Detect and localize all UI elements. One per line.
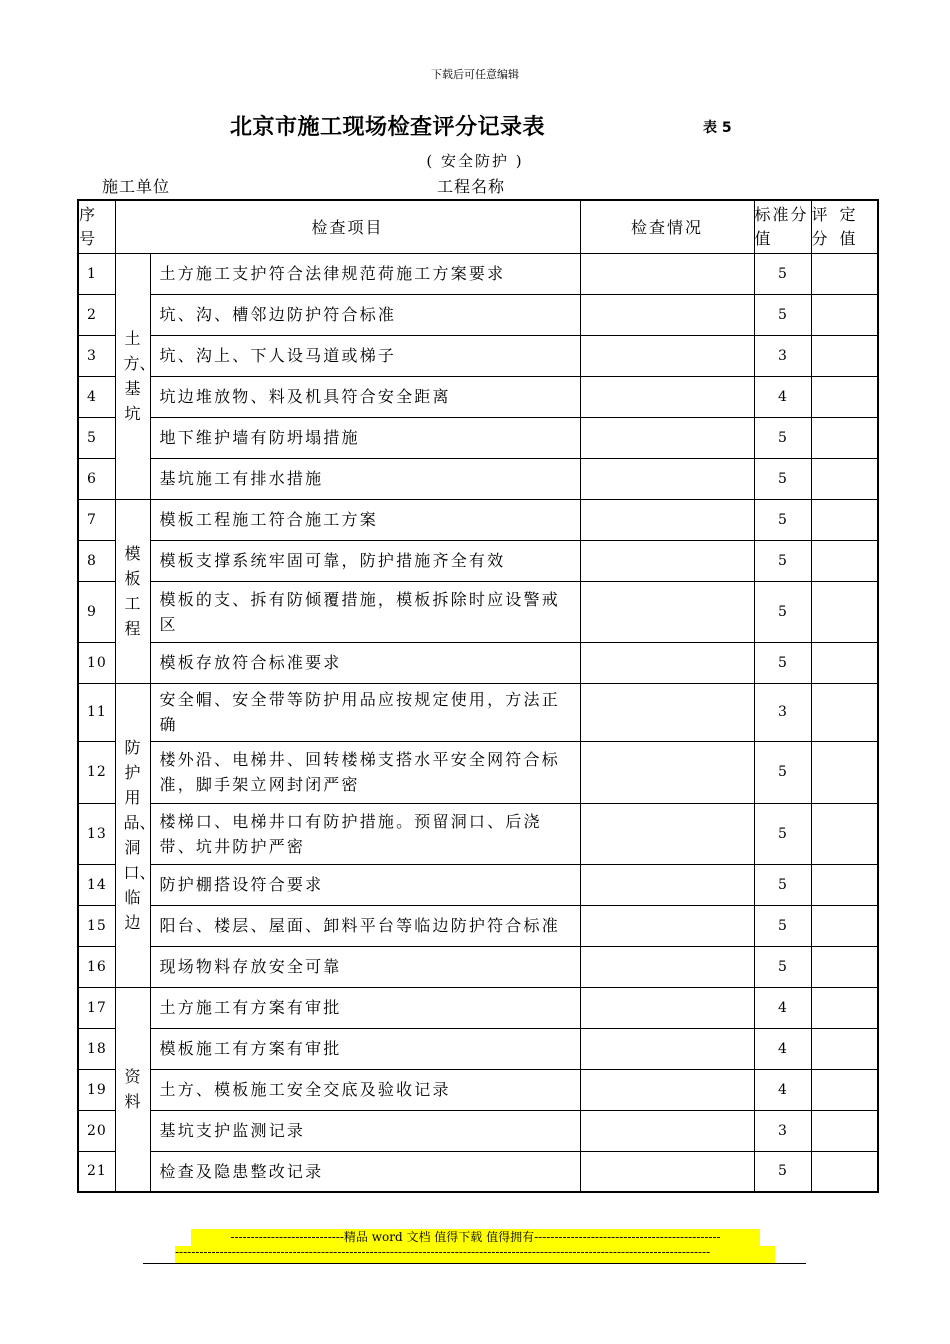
table-row bbox=[78, 581, 878, 642]
category-label bbox=[115, 499, 150, 683]
inspection-item: 模板存放符合标准要求 bbox=[150, 642, 580, 683]
rating-score-cell[interactable] bbox=[811, 335, 878, 376]
standard-score: 3 bbox=[754, 683, 811, 741]
row-seq: 15 bbox=[78, 905, 115, 946]
inspection-item: 坑边堆放物、料及机具符合安全距离 bbox=[150, 376, 580, 417]
row-seq: 11 bbox=[78, 683, 115, 741]
table-row bbox=[78, 803, 878, 864]
table-number: 表 5 bbox=[703, 120, 732, 136]
standard-score: 5 bbox=[754, 905, 811, 946]
col-header-standard: 标准分值 bbox=[754, 200, 811, 253]
inspection-status-cell[interactable] bbox=[580, 1028, 754, 1069]
standard-score: 5 bbox=[754, 294, 811, 335]
category-label-text: 资料 bbox=[124, 1067, 141, 1112]
inspection-item: 土方施工支护符合法律规范荷施工方案要求 bbox=[150, 253, 580, 294]
inspection-item: 基坑施工有排水措施 bbox=[150, 458, 580, 499]
standard-score: 3 bbox=[754, 335, 811, 376]
row-seq: 3 bbox=[78, 335, 115, 376]
row-seq: 21 bbox=[78, 1151, 115, 1192]
col-header-rating: 评定分值 bbox=[811, 200, 878, 253]
inspection-status-cell[interactable] bbox=[580, 905, 754, 946]
category-label-text: 防护用品、洞口、临边 bbox=[123, 738, 156, 932]
row-seq: 1 bbox=[78, 253, 115, 294]
inspection-item: 坑、沟上、下人设马道或梯子 bbox=[150, 335, 580, 376]
inspection-status-cell[interactable] bbox=[580, 376, 754, 417]
inspection-item: 基坑支护监测记录 bbox=[150, 1110, 580, 1151]
inspection-status-cell[interactable] bbox=[580, 499, 754, 540]
table-row bbox=[78, 335, 878, 376]
row-seq: 6 bbox=[78, 458, 115, 499]
standard-score: 5 bbox=[754, 864, 811, 905]
rating-score-cell[interactable] bbox=[811, 683, 878, 741]
table-row bbox=[78, 864, 878, 905]
row-seq: 18 bbox=[78, 1028, 115, 1069]
rating-score-cell[interactable] bbox=[811, 294, 878, 335]
footer-dash-line: ------------------------------------------------------------------------------------------------------------------------------------ bbox=[175, 1246, 775, 1263]
standard-score: 3 bbox=[754, 1110, 811, 1151]
inspection-status-cell[interactable] bbox=[580, 417, 754, 458]
inspection-item: 模板支撑系统牢固可靠，防护措施齐全有效 bbox=[150, 540, 580, 581]
inspection-item: 模板工程施工符合施工方案 bbox=[150, 499, 580, 540]
inspection-item: 安全帽、安全带等防护用品应按规定使用，方法正确 bbox=[150, 683, 580, 741]
header-row bbox=[78, 200, 878, 253]
rating-score-cell[interactable] bbox=[811, 1028, 878, 1069]
row-seq: 12 bbox=[78, 741, 115, 803]
header-note: 下载后可任意编辑 bbox=[431, 68, 519, 81]
standard-score: 5 bbox=[754, 642, 811, 683]
row-seq: 17 bbox=[78, 987, 115, 1028]
rating-score-cell[interactable] bbox=[811, 540, 878, 581]
standard-score: 5 bbox=[754, 741, 811, 803]
inspection-status-cell[interactable] bbox=[580, 581, 754, 642]
category-label bbox=[115, 683, 156, 987]
inspection-status-cell[interactable] bbox=[580, 803, 754, 864]
rating-score-cell[interactable] bbox=[811, 253, 878, 294]
row-seq: 9 bbox=[78, 581, 115, 642]
row-seq: 20 bbox=[78, 1110, 115, 1151]
rating-score-cell[interactable] bbox=[811, 1110, 878, 1151]
row-seq: 7 bbox=[78, 499, 115, 540]
table-row bbox=[78, 741, 878, 803]
inspection-status-cell[interactable] bbox=[580, 1110, 754, 1151]
rating-score-cell[interactable] bbox=[811, 499, 878, 540]
row-seq: 2 bbox=[78, 294, 115, 335]
standard-score: 5 bbox=[754, 499, 811, 540]
construction-unit-label: 施工单位 bbox=[102, 177, 171, 196]
row-seq: 10 bbox=[78, 642, 115, 683]
inspection-item: 检查及隐患整改记录 bbox=[150, 1151, 580, 1192]
table-row bbox=[78, 905, 878, 946]
inspection-status-cell[interactable] bbox=[580, 540, 754, 581]
standard-score: 5 bbox=[754, 540, 811, 581]
table-row bbox=[78, 642, 878, 683]
inspection-status-cell[interactable] bbox=[580, 864, 754, 905]
inspection-item: 土方、模板施工安全交底及验收记录 bbox=[150, 1069, 580, 1110]
table-row bbox=[78, 253, 878, 294]
inspection-item: 楼外沿、电梯井、回转楼梯支搭水平安全网符合标准，脚手架立网封闭严密 bbox=[150, 741, 580, 803]
row-seq: 19 bbox=[78, 1069, 115, 1110]
inspection-item: 模板的支、拆有防倾覆措施，模板拆除时应设警戒区 bbox=[150, 581, 580, 642]
row-seq: 14 bbox=[78, 864, 115, 905]
rating-score-cell[interactable] bbox=[811, 987, 878, 1028]
rating-score-cell[interactable] bbox=[811, 458, 878, 499]
inspection-status-cell[interactable] bbox=[580, 741, 754, 803]
rating-score-cell[interactable] bbox=[811, 803, 878, 864]
rating-score-cell[interactable] bbox=[811, 581, 878, 642]
rating-score-cell[interactable] bbox=[811, 741, 878, 803]
inspection-item: 地下维护墙有防坍塌措施 bbox=[150, 417, 580, 458]
row-seq: 13 bbox=[78, 803, 115, 864]
standard-score: 5 bbox=[754, 417, 811, 458]
project-name-label: 工程名称 bbox=[437, 177, 506, 196]
table-row bbox=[78, 987, 878, 1028]
table-row bbox=[78, 417, 878, 458]
col-header-seq: 序号 bbox=[78, 200, 115, 253]
footer-rule bbox=[143, 1263, 806, 1264]
table-row bbox=[78, 1069, 878, 1110]
table-row bbox=[78, 376, 878, 417]
table-row bbox=[78, 458, 878, 499]
rating-score-cell[interactable] bbox=[811, 376, 878, 417]
inspection-status-cell[interactable] bbox=[580, 642, 754, 683]
inspection-status-cell[interactable] bbox=[580, 335, 754, 376]
inspection-table bbox=[77, 199, 879, 1193]
standard-score: 5 bbox=[754, 253, 811, 294]
row-seq: 4 bbox=[78, 376, 115, 417]
inspection-status-cell[interactable] bbox=[580, 946, 754, 987]
rating-score-cell[interactable] bbox=[811, 417, 878, 458]
col-header-item: 检查项目 bbox=[115, 200, 580, 253]
footer-banner: ----------------------------精品 word 文档 值得下载 值得拥有---------------------------------------------- bbox=[191, 1229, 760, 1246]
inspection-status-cell[interactable] bbox=[580, 987, 754, 1028]
standard-score: 4 bbox=[754, 376, 811, 417]
rating-score-cell[interactable] bbox=[811, 642, 878, 683]
row-seq: 5 bbox=[78, 417, 115, 458]
standard-score: 4 bbox=[754, 1069, 811, 1110]
table-row bbox=[78, 946, 878, 987]
subtitle: ( 安全防护 ) bbox=[426, 152, 524, 170]
inspection-item: 土方施工有方案有审批 bbox=[150, 987, 580, 1028]
rating-score-cell[interactable] bbox=[811, 946, 878, 987]
standard-score: 5 bbox=[754, 946, 811, 987]
col-header-status: 检查情况 bbox=[580, 200, 754, 253]
rating-score-cell[interactable] bbox=[811, 1151, 878, 1192]
table-row bbox=[78, 540, 878, 581]
standard-score: 4 bbox=[754, 1028, 811, 1069]
category-label-text: 土方、基坑 bbox=[123, 329, 156, 423]
table-row bbox=[78, 683, 878, 741]
inspection-item: 防护棚搭设符合要求 bbox=[150, 864, 580, 905]
standard-score: 5 bbox=[754, 458, 811, 499]
table-row bbox=[78, 1151, 878, 1192]
page-title: 北京市施工现场检查评分记录表 bbox=[230, 115, 546, 140]
inspection-status-cell[interactable] bbox=[580, 1151, 754, 1192]
inspection-status-cell[interactable] bbox=[580, 294, 754, 335]
table-row bbox=[78, 294, 878, 335]
category-label bbox=[115, 987, 150, 1192]
inspection-item: 阳台、楼层、屋面、卸料平台等临边防护符合标准 bbox=[150, 905, 580, 946]
standard-score: 4 bbox=[754, 987, 811, 1028]
row-seq: 16 bbox=[78, 946, 115, 987]
category-label bbox=[115, 253, 156, 499]
table-row bbox=[78, 499, 878, 540]
category-label-text: 模板工程 bbox=[124, 544, 141, 638]
inspection-item: 模板施工有方案有审批 bbox=[150, 1028, 580, 1069]
standard-score: 5 bbox=[754, 1151, 811, 1192]
inspection-status-cell[interactable] bbox=[580, 458, 754, 499]
inspection-status-cell[interactable] bbox=[580, 1069, 754, 1110]
inspection-item: 楼梯口、电梯井口有防护措施。预留洞口、后浇带、坑井防护严密 bbox=[150, 803, 580, 864]
standard-score: 5 bbox=[754, 803, 811, 864]
table-row bbox=[78, 1110, 878, 1151]
inspection-status-cell[interactable] bbox=[580, 683, 754, 741]
rating-score-cell[interactable] bbox=[811, 905, 878, 946]
inspection-item: 现场物料存放安全可靠 bbox=[150, 946, 580, 987]
row-seq: 8 bbox=[78, 540, 115, 581]
inspection-status-cell[interactable] bbox=[580, 253, 754, 294]
rating-score-cell[interactable] bbox=[811, 864, 878, 905]
standard-score: 5 bbox=[754, 581, 811, 642]
table-row bbox=[78, 1028, 878, 1069]
rating-score-cell[interactable] bbox=[811, 1069, 878, 1110]
inspection-item: 坑、沟、槽邻边防护符合标准 bbox=[150, 294, 580, 335]
